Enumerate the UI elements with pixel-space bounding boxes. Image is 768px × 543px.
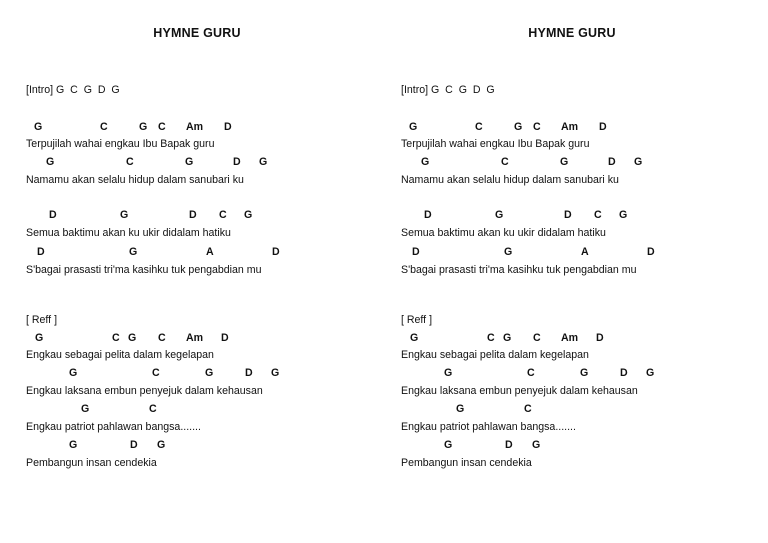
chord: C [112, 332, 120, 344]
reff-lyric-line-2: Engkau laksana embun penyejuk dalam kehausan [26, 385, 263, 397]
chord: G [46, 156, 55, 168]
chord: D [224, 121, 232, 133]
chord: G [514, 121, 523, 133]
chord: Am [561, 121, 579, 133]
reff-lyric-line-1: Engkau sebagai pelita dalam kegelapan [26, 349, 214, 361]
chord: G [205, 367, 214, 379]
chord: G [69, 367, 78, 379]
chord: D [647, 246, 655, 258]
chord: D [189, 209, 197, 221]
verse2-lyric-line-2: S'bagai prasasti tri'ma kasihku tuk pengabdian mu [401, 264, 637, 276]
chord: G [244, 209, 253, 221]
chord: C [594, 209, 602, 221]
chord: G [69, 439, 78, 451]
chord: C [126, 156, 134, 168]
verse2-lyric-line-2: S'bagai prasasti tri'ma kasihku tuk pengabdian mu [26, 264, 262, 276]
chord: G [634, 156, 643, 168]
chord: C [158, 332, 166, 344]
chord: D [599, 121, 607, 133]
chord: C [152, 367, 160, 379]
chord: Am [561, 332, 579, 344]
chord: G [157, 439, 166, 451]
chord: D [233, 156, 241, 168]
chord: G [129, 246, 138, 258]
chord: C [487, 332, 495, 344]
chord: D [272, 246, 280, 258]
reff-lyric-line-2: Engkau laksana embun penyejuk dalam kehausan [401, 385, 638, 397]
chord: G [444, 367, 453, 379]
chord: G [503, 332, 512, 344]
chord: G [619, 209, 628, 221]
intro-line: [Intro] G C G D G [401, 84, 495, 96]
chord: D [412, 246, 420, 258]
chord: G [456, 403, 465, 415]
chord: C [533, 121, 541, 133]
chord: G [409, 121, 418, 133]
chord: D [221, 332, 229, 344]
song-sheet-right [375, 0, 759, 543]
chord: G [34, 121, 43, 133]
chord: G [560, 156, 569, 168]
verse2-lyric-line-1: Semua baktimu akan ku ukir didalam hatiku [26, 227, 231, 239]
chord: C [158, 121, 166, 133]
chord: D [564, 209, 572, 221]
song-title: HYMNE GURU [153, 26, 241, 40]
chord: G [532, 439, 541, 451]
intro-line: [Intro] G C G D G [26, 84, 120, 96]
chord: Am [186, 121, 204, 133]
reff-lyric-line-1: Engkau sebagai pelita dalam kegelapan [401, 349, 589, 361]
chord: C [219, 209, 227, 221]
chord: G [580, 367, 589, 379]
verse1-lyric-line-2: Namamu akan selalu hidup dalam sanubari ku [401, 174, 619, 186]
chord: C [149, 403, 157, 415]
chord: D [49, 209, 57, 221]
reff-lyric-line-3: Engkau patriot pahlawan bangsa....... [26, 421, 201, 433]
chord: G [421, 156, 430, 168]
verse2-lyric-line-1: Semua baktimu akan ku ukir didalam hatiku [401, 227, 606, 239]
chord: D [37, 246, 45, 258]
chord: D [608, 156, 616, 168]
chord: D [130, 439, 138, 451]
chord: C [524, 403, 532, 415]
chord: D [596, 332, 604, 344]
chord: C [527, 367, 535, 379]
verse1-lyric-line-1: Terpujilah wahai engkau Ibu Bapak guru [26, 138, 215, 150]
chord: G [444, 439, 453, 451]
chord: G [128, 332, 137, 344]
song-title: HYMNE GURU [528, 26, 616, 40]
chord: C [100, 121, 108, 133]
chord: C [475, 121, 483, 133]
chord: Am [186, 332, 204, 344]
chord: G [81, 403, 90, 415]
verse1-lyric-line-1: Terpujilah wahai engkau Ibu Bapak guru [401, 138, 590, 150]
chord: G [410, 332, 419, 344]
chord: G [259, 156, 268, 168]
chord: G [504, 246, 513, 258]
chord: D [620, 367, 628, 379]
reff-lyric-line-4: Pembangun insan cendekia [401, 457, 532, 469]
reff-label: [ Reff ] [401, 314, 433, 326]
chord: C [533, 332, 541, 344]
verse1-lyric-line-2: Namamu akan selalu hidup dalam sanubari ku [26, 174, 244, 186]
chord: D [505, 439, 513, 451]
reff-label: [ Reff ] [26, 314, 58, 326]
chord: G [35, 332, 44, 344]
reff-lyric-line-3: Engkau patriot pahlawan bangsa....... [401, 421, 576, 433]
reff-lyric-line-4: Pembangun insan cendekia [26, 457, 157, 469]
chord: D [245, 367, 253, 379]
chord: G [120, 209, 129, 221]
chord: A [581, 246, 589, 258]
chord: G [271, 367, 280, 379]
chord: C [501, 156, 509, 168]
chord: D [424, 209, 432, 221]
chord: G [646, 367, 655, 379]
chord: G [495, 209, 504, 221]
chord: G [185, 156, 194, 168]
chord: A [206, 246, 214, 258]
chord: G [139, 121, 148, 133]
